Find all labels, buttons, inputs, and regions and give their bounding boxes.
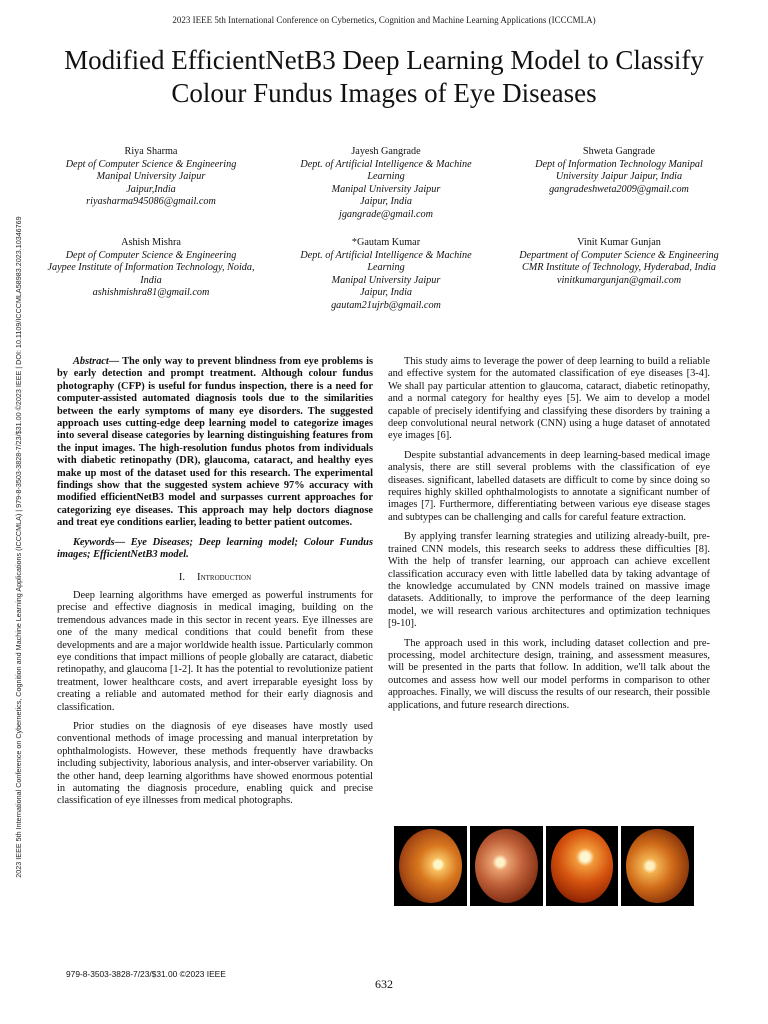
fundus-image [546,826,619,906]
author-affiliation: Dept of Computer Science & Engineering Manipal University Jaipur Jaipur,India riyasharma945086@gmail.com [65,158,237,208]
page-number: 632 [375,977,393,991]
conference-header: 2023 IEEE 5th International Conference on Cybernetics, Cognition and Machine Learning Applications (ICCCMLA) [172,15,596,25]
abstract [57,356,373,530]
author-block [46,146,256,209]
body-paragraph: Despite substantial advancements in deep learning-based medical image analysis, there are still several problems with the classification of eye diseases. significant, labelled datasets are difficult to come by since doing so requires highly skilled ophthalmologists to annotate a significant number of images [7]. Furthermore, differentiating between various eye disease stages and subtypes can be challenging and calls for careful feature extraction. [388,449,710,523]
author-affiliation: Dept. of Artificial Intelligence & Machine Learning Manipal University Jaipur Jaipur, India jgangrade@gmail.com [300,158,472,220]
copyright-footer: 979-8-3503-3828-7/23/$31.00 ©2023 IEEE [66,969,226,979]
abstract-label: Abstract [73,356,109,367]
author-block [281,146,491,222]
author-block [46,237,256,300]
keywords: Keywords— Eye Diseases; Deep learning model; Colour Fundus images; EfficientNetB3 model. [57,536,373,561]
section-title: Introduction [197,571,252,583]
author-affiliation: Department of Computer Science & Engineering CMR Institute of Technology, Hyderabad, India vinitkumargunjan@gmail.com [519,249,719,286]
body-paragraph: Prior studies on the diagnosis of eye diseases have mostly used conventional methods of image processing and manual interpretation by ophthalmologists. However, these methods frequently have drawbacks including subjectivity, laborious analysis, and inter-observer variability. On the other hand, deep learning algorithms have showed enormous potential in automating the diagnosis procedure, enabling quick and precise classification of eye illnesses from medical photographs. [57,720,373,807]
fundus-image [621,826,694,906]
fundus-image-figure [394,826,694,906]
body-paragraph: This study aims to leverage the power of deep learning to build a reliable and effective system for the automated classification of eye diseases [3-4]. We shall pay particular attention to glaucoma, cataract, diabetic retinopathy, and a normal category for healthy eyes [5]. We aim to develop a model capable of precisely identifying and classifying these disorders by training a deep convolutional neural network (CNN) using a huge dataset of annotated eye images [6]. [388,356,710,442]
side-strip [14,137,24,957]
abstract-text: — The only way to prevent blindness from eye problems is by early detection and prompt treatment. Although colour fundus photography (CFP) is useful for fundus inspection, there is a need for computer-assisted automated diagnosis tools due to the similarities between the early symptoms of many eye disorders. The suggested approach uses cutting-edge deep learning model to categorize images into several disease categories by learning distinguishing features from the input images. The high-resolution fundus photos from individuals with diabetic retinopathy (DR), glaucoma, cataract, and healthy eyes make up most of the dataset used for this research. The experimental findings show that the suggested system achieve 97% accuracy with modified efficientNetB3 model and surpasses current approaches for categorizing eye diseases. This approach may help doctors diagnose and treat eye conditions earlier, leading to better patient outcomes. [57,356,373,529]
body-paragraph: By applying transfer learning strategies and utilizing already-built, pre-trained CNN models, this research seeks to address these difficulties [8]. With the help of transfer learning, our approach can achieve excellent classification accuracy even with little labelled data by taking advantage of the knowledge accumulated by CNN models trained on massive image datasets. Additionally, to improve the performance of the deep learning model, we will research various architectures and optimization techniques [9-10]. [388,531,710,630]
author-affiliation: Dept of Information Technology Manipal University Jaipur Jaipur, India gangradeshweta2009@gmail.com [535,158,703,195]
side-strip-text: 2023 IEEE 5th International Conference on Cybernetics, Cognition and Machine Learning Applications (ICCCMLA) | 979-8-3503-3828-7/23/$31.00 ©2023 IEEE | DOI: 10.1109/ICCCMLA58983.2023.10346769 [14,216,23,878]
author-name: Jayesh Gangrade [351,146,421,157]
body-paragraph: Deep learning algorithms have emerged as powerful instruments for precise and effective diagnosis in medical imaging, building on the tremendous advances made in this sector in recent years. Eye illnesses are one of the many medical conditions that could benefit from these developments and are a major worldwide health issue. Particularly common eye conditions that impact millions of people globally are cataract, diabetic retinopathy, and glaucoma [1-2]. It has the potential to revolutionize patient treatment, lower healthcare costs, and avert irreparable eyesight loss by creating a reliable and automated method for their early diagnosis and classification. [57,589,373,713]
body-paragraph: The approach used in this work, including dataset collection and pre-processing, model architecture design, training, and assessment measures, will be presented in the parts that follow. In addition, we'll talk about the outcomes and assess how well our model performs in comparison to other approaches. Finally, we will discuss the results of our research, their possible applications, and future research directions. [388,637,710,711]
author-block [281,237,491,313]
paper-title: Modified EfficientNetB3 Deep Learning Model to Classify Colour Fundus Images of Eye Diseases [64,45,704,108]
left-column [57,356,373,815]
right-column [388,356,710,719]
section-heading-introduction [57,572,373,584]
author-block [514,146,724,196]
author-name: Riya Sharma [124,146,178,157]
author-block [514,237,724,287]
fundus-image [470,826,543,906]
author-name: Vinit Kumar Gunjan [577,237,661,248]
author-affiliation: Dept of Computer Science & Engineering Jaypee Institute of Information Technology, Noida, India ashishmishra81@gmail.com [47,249,255,299]
fundus-image [394,826,467,906]
section-number: I. [178,571,186,583]
author-name: Shweta Gangrade [582,146,656,157]
author-name: *Gautam Kumar [351,237,421,248]
author-affiliation: Dept. of Artificial Intelligence & Machine Learning Manipal University Jaipur Jaipur, India gautam21ujrb@gmail.com [300,249,472,311]
author-name: Ashish Mishra [121,237,181,248]
